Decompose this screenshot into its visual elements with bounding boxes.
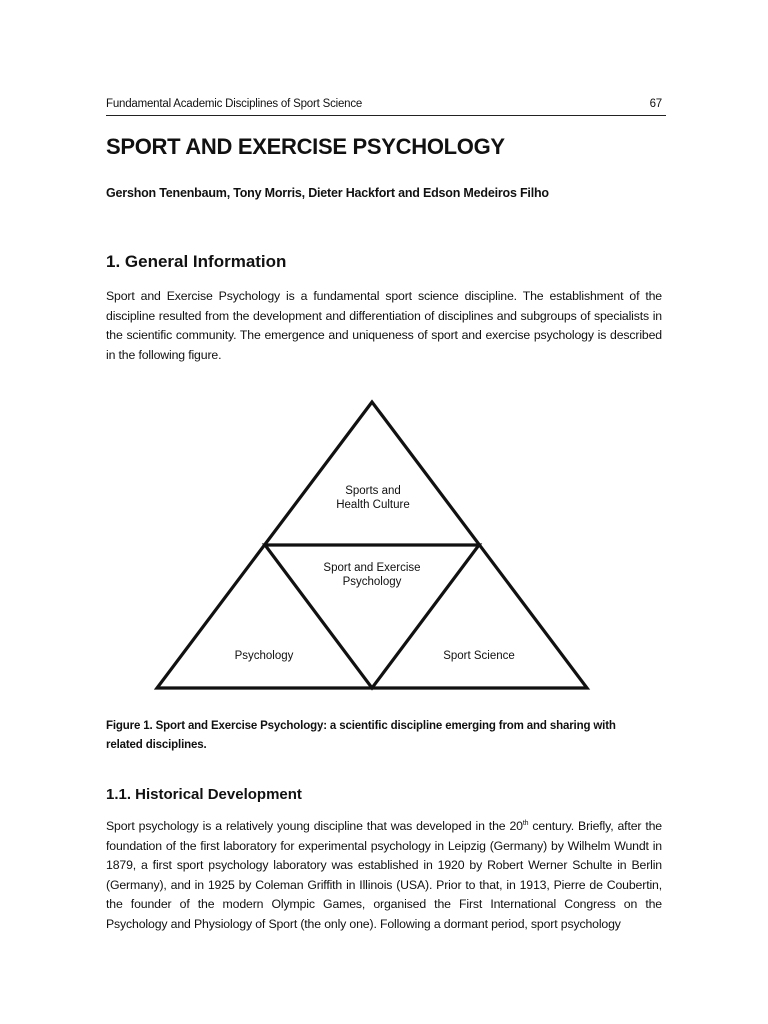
label-sports-health-culture-2: Health Culture [336, 499, 410, 511]
figure-caption: Figure 1. Sport and Exercise Psychology: a scientific discipline emerging from and sharing with related disciplines. [106, 720, 616, 751]
article-title: SPORT AND EXERCISE PSYCHOLOGY [106, 134, 505, 159]
general-information-paragraph: Sport and Exercise Psychology is a fundamental sport science discipline. The establishment of the discipline resulted from the development and differentiation of disciplines and subgroups of specialists in the scientific community. The emergence and uniqueness of sport and exercise psychology is described in the following figure. [106, 289, 662, 362]
running-header-title: Fundamental Academic Disciplines of Sport Science [106, 98, 363, 110]
label-sport-science: Sport Science [443, 650, 515, 662]
historical-development-paragraph [106, 817, 662, 934]
running-header [106, 98, 666, 116]
section-heading-general-information: 1. General Information [106, 252, 287, 271]
paragraph-text-rest: century. Briefly, after the foundation of the first laboratory for experimental psychology in Leipzig (Germany) by Wilhelm Wundt in 1879, a first sport psychology laboratory was established in 1920 by Robert Werner Schulte in Berlin (Germany), and in 1925 by Coleman Griffith in Illinois (USA). Prior to that, in 1913, Pierre de Coubertin, the founder of the modern Olympic Games, organised the First International Congress on the Psychology and Physiology of Sport (the only one). Following a dormant period, sport psychology [106, 819, 662, 931]
label-sports-health-culture-1: Sports and [345, 485, 401, 497]
page-number: 67 [649, 98, 662, 110]
authors: Gershon Tenenbaum, Tony Morris, Dieter Hackfort and Edson Medeiros Filho [106, 186, 549, 200]
label-psychology: Psychology [234, 650, 294, 662]
label-sport-exercise-psychology-1: Sport and Exercise [323, 562, 421, 574]
section-heading-historical-development: 1.1. Historical Development [106, 786, 302, 803]
triangle-diagram [154, 398, 594, 694]
discipline-triangle-figure [154, 398, 594, 694]
label-sport-exercise-psychology-2: Psychology [342, 576, 402, 588]
superscript-th: th [522, 819, 529, 827]
paragraph-text-start: Sport psychology is a relatively young discipline that was developed in the 20 [106, 819, 523, 833]
